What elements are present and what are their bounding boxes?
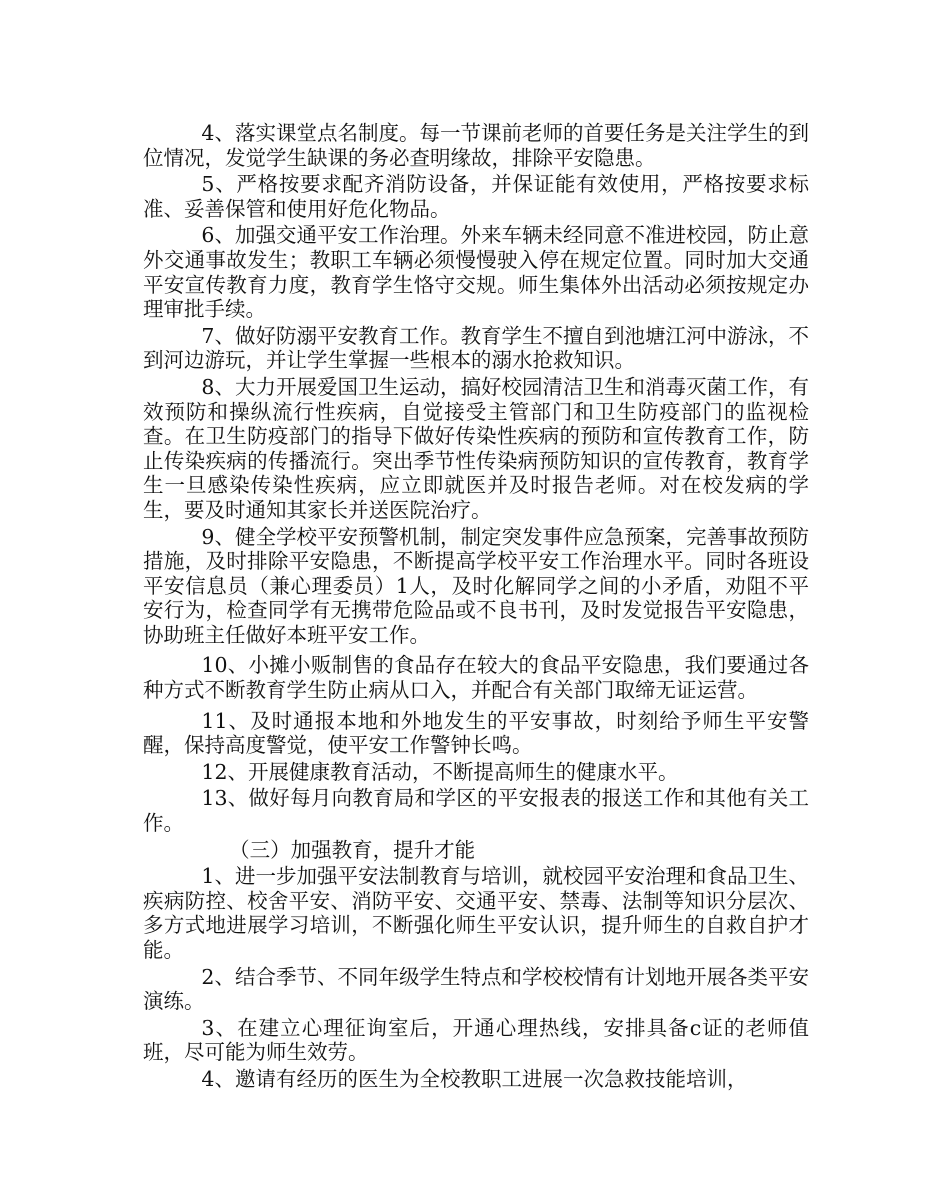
paragraph-training-2: 2、结合季节、不同年级学生特点和学校校情有计划地开展各类平安演练。	[143, 964, 809, 1014]
paragraph-item-8-hygiene: 8、大力开展爱国卫生运动，搞好校园清洁卫生和消毒灭菌工作，有效预防和操纵流行性疾病，自觉接受主管部门和卫生防疫部门的监视检查。在卫生防疫部门的指导下做好传染性疾病的预防和宣传教育工作，防止传染疾病的传播流行。突出季节性传染病预防知识的宣传教育，教育学生一旦感染传染性疾病，应立即就医并及时报告老师。对在校发病的学生，要及时通知其家长并送医院治疗。	[143, 374, 809, 522]
paragraph-training-1: 1、进一步加强平安法制教育与培训，就校园平安治理和食品卫生、疾病防控、校舍平安、消防平安、交通平安、禁毒、法制等知识分层次、多方式地进展学习培训，不断强化师生平安认识，提升师生的自救自护才能。	[143, 864, 809, 962]
section-heading: （三）加强教育，提升才能	[229, 837, 476, 862]
paragraph-item-4-roll-call: 4、落实课堂点名制度。每一节课前老师的首要任务是关注学生的到位情况，发觉学生缺课的务必查明缘故，排除平安隐患。	[143, 121, 809, 170]
document-body	[143, 121, 809, 1092]
paragraph-training-3: 3、在建立心理征询室后，开通心理热线，安排具备c证的老师值班，尽可能为师生效劳。	[143, 1015, 809, 1065]
paragraph-item-12-health-education: 12、开展健康教育活动，不断提高师生的健康水平。	[201, 759, 679, 784]
paragraph-item-11-accident-reports: 11、及时通报本地和外地发生的平安事故，时刻给予师生平安警醒，保持高度警觉，使平安工作警钟长鸣。	[143, 708, 809, 758]
paragraph-item-10-street-food: 10、小摊小贩制售的食品存在较大的食品平安隐患，我们要通过各种方式不断教育学生防止病从口入，并配合有关部门取缔无证运营。	[143, 653, 809, 703]
paragraph-item-7-drowning-prevention: 7、做好防溺平安教育工作。教育学生不擅自到池塘江河中游泳，不到河边游玩，并让学生掌握一些根本的溺水抢救知识。	[143, 323, 809, 373]
paragraph-training-4: 4、邀请有经历的医生为全校教职工进展一次急救技能培训，	[201, 1066, 748, 1091]
paragraph-item-6-traffic-safety: 6、加强交通平安工作治理。外来车辆未经同意不准进校园，防止意外交通事故发生；教职工车辆必须慢慢驶入停在规定位置。同时加大交通平安宣传教育力度，教育学生恪守交规。师生集体外出活动必须按规定办理审批手续。	[143, 223, 809, 322]
paragraph-item-9-warning-mechanism: 9、健全学校平安预警机制，制定突发事件应急预案，完善事故预防措施，及时排除平安隐患，不断提高学校平安工作治理水平。同时各班设平安信息员（兼心理委员）1人，及时化解同学之间的小矛盾，劝阻不平安行为，检查同学有无携带危险品或不良书刊，及时发觉报告平安隐患，协助班主任做好本班平安工作。	[143, 524, 809, 647]
paragraph-item-13-monthly-reports: 13、做好每月向教育局和学区的平安报表的报送工作和其他有关工作。	[143, 786, 809, 836]
paragraph-item-5-fire-equipment: 5、严格按要求配齐消防设备，并保证能有效使用，严格按要求标准、妥善保管和使用好危化物品。	[143, 172, 809, 221]
